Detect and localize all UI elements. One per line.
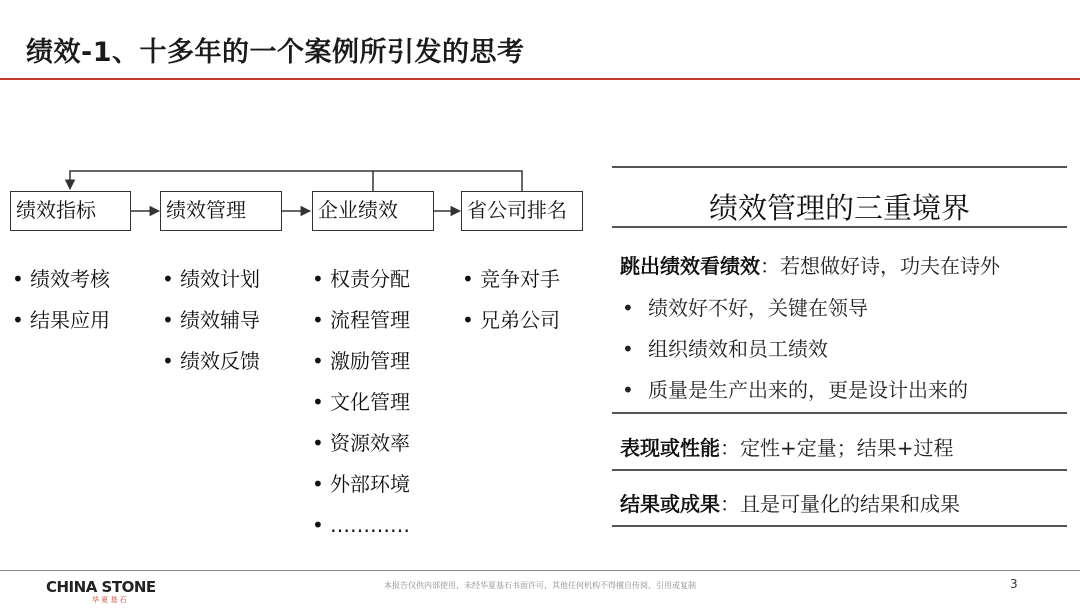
list-item: • 资源效率 <box>312 430 410 471</box>
list-item: • 外部环境 <box>312 471 410 512</box>
divider <box>612 412 1067 414</box>
page-number: 3 <box>1010 577 1018 591</box>
list-item: • 流程管理 <box>312 307 410 348</box>
level-3-row <box>620 488 960 517</box>
list-item: • 权责分配 <box>312 266 410 307</box>
flow-box-provincial-ranking: 省公司排名 <box>461 191 583 231</box>
level-1-row <box>620 250 1000 279</box>
level-1-bullet: • 组织绩效和员工绩效 <box>622 337 828 361</box>
level-1-bullet: • 质量是生产出来的，更是设计出来的 <box>622 378 968 402</box>
divider <box>612 226 1067 228</box>
flow-box-enterprise-performance: 企业绩效 <box>312 191 434 231</box>
divider <box>612 469 1067 471</box>
divider <box>612 166 1067 168</box>
level-2-text: ：定性+定量；结果+过程 <box>720 436 954 460</box>
level-3-text: ：且是可量化的结果和成果 <box>720 492 960 516</box>
level-1-text: ：若想做好诗，功夫在诗外 <box>760 254 1000 278</box>
column-3-list <box>312 266 410 553</box>
list-item: • 绩效考核 <box>12 266 110 307</box>
feedback-loop <box>70 171 522 191</box>
list-item: • 绩效反馈 <box>162 348 260 389</box>
list-item: • 竞争对手 <box>462 266 560 307</box>
level-1-bullet: • 绩效好不好，关键在领导 <box>622 296 868 320</box>
column-1-list <box>12 266 110 348</box>
divider <box>612 525 1067 527</box>
list-item: • 文化管理 <box>312 389 410 430</box>
footer-divider <box>0 570 1080 571</box>
logo-subtitle: 华 夏 基 石 <box>92 596 127 604</box>
panel-title: 绩效管理的三重境界 <box>708 191 970 225</box>
list-item: • 激励管理 <box>312 348 410 389</box>
china-stone-logo: CHINA STONE <box>46 578 156 596</box>
column-4-list <box>462 266 560 348</box>
list-item: • 绩效计划 <box>162 266 260 307</box>
level-2-heading: 表现或性能 <box>620 436 720 460</box>
list-item: • 结果应用 <box>12 307 110 348</box>
level-2-row <box>620 432 954 461</box>
list-item: • ………… <box>312 512 410 553</box>
list-item: • 兄弟公司 <box>462 307 560 348</box>
page-title: 绩效-1、十多年的一个案例所引发的思考 <box>26 37 525 68</box>
column-2-list <box>162 266 260 389</box>
title-underline <box>0 78 1080 80</box>
flow-box-performance-indicators: 绩效指标 <box>10 191 131 231</box>
level-3-heading: 结果或成果 <box>620 492 720 516</box>
flow-box-performance-management: 绩效管理 <box>160 191 282 231</box>
list-item: • 绩效辅导 <box>162 307 260 348</box>
footer-disclaimer: 本报告仅供内部使用，未经华夏基石书面许可，其他任何机构不得擅自传阅、引用或复制 <box>384 581 696 590</box>
level-1-heading: 跳出绩效看绩效 <box>620 254 760 278</box>
